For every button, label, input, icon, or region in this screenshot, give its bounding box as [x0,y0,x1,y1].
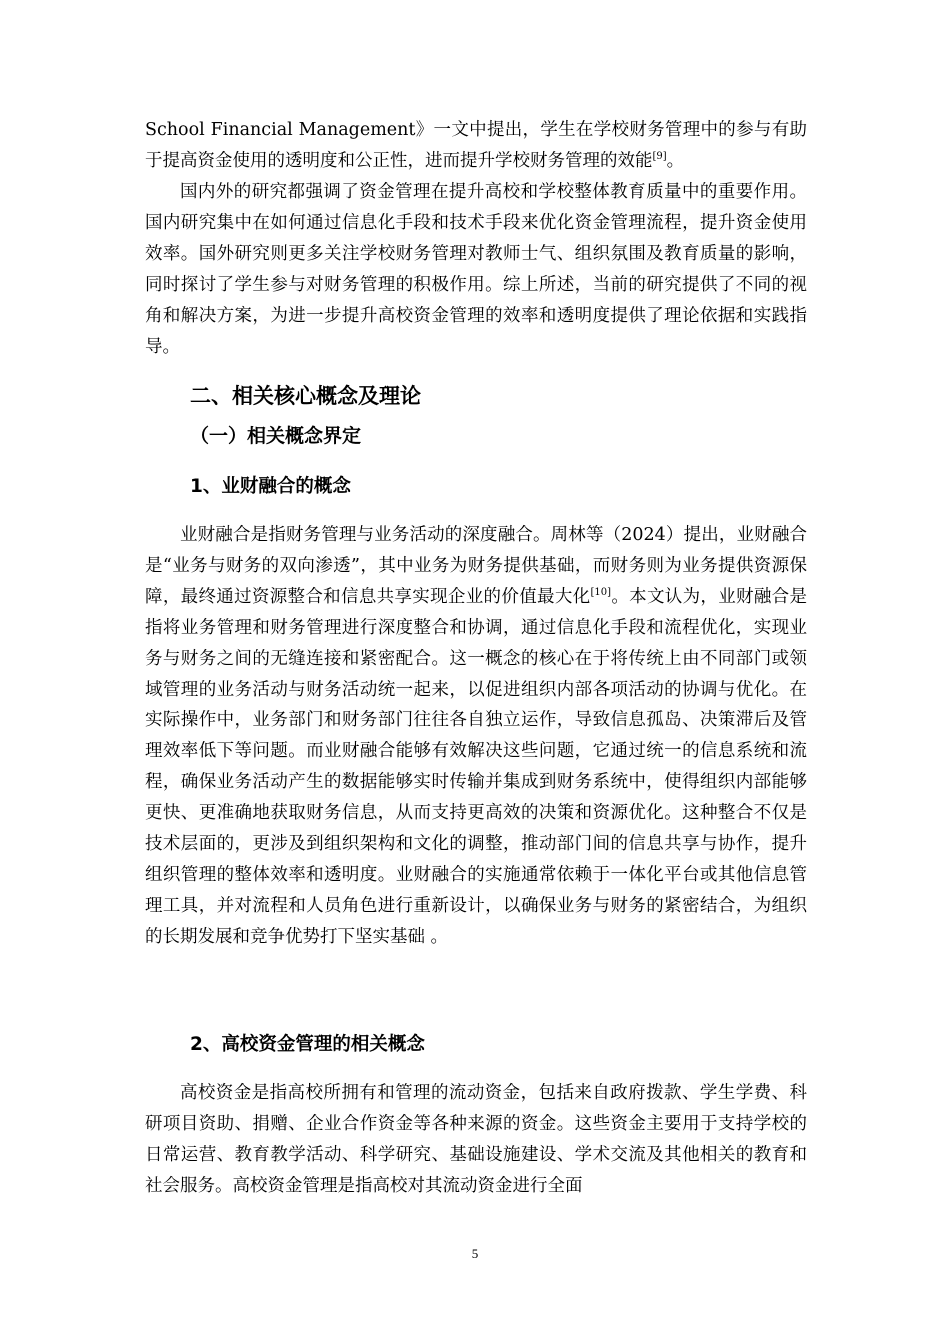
paragraph-continued-intro [145,115,807,177]
section-heading: （一）相关概念界定 [190,425,362,447]
paragraph-research-summary: 国内外的研究都强调了资金管理在提升高校和学校整体教育质量中的重要作用。国内研究集中在如何通过信息化手段和技术手段来优化资金管理流程，提升资金使用效率。国外研究则更多关注学校财务管理对教师士气、组织氛围及教育质量的影响，同时探讨了学生参与对财务管理的积极作用。综上所述，当前的研究提供了不同的视角和解决方案，为进一步提升高校资金管理的效率和透明度提供了理论依据和实践指导。 [145,182,807,357]
subsection-heading-2: 2、高校资金管理的相关概念 [190,1034,425,1055]
subsection-heading-1: 1、业财融合的概念 [190,476,351,497]
page-number: 5 [471,1246,479,1261]
citation-ref: [10] [590,586,611,598]
citation-ref: [9] [652,151,667,163]
paragraph-text-b: 。本文认为，业财融合是指将业务管理和财务管理进行深度整合和协调，通过信息化手段和流程优化，实现业务与财务之间的无缝连接和紧密配合。这一概念的核心在于将传统上由不同部门或领域管理的业务活动与财务活动统一起来，以促进组织内部各项活动的协调与优化。在实际操作中，业务部门和财务部门往往各自独立运作，导致信息孤岛、决策滞后及管理效率低下等问题。而业财融合能够有效解决这些问题，它通过统一的信息系统和流程，确保业务活动产生的数据能够实时传输并集成到财务系统中，使得组织内部能够更快、更准确地获取财务信息，从而支持更高效的决策和资源优化。这种整合不仅是技术层面的，更涉及到组织架构和文化的调整，推动部门间的信息共享与协作，提升组织管理的整体效率和透明度。业财融合的实施通常依赖于一体化平台或其他信息管理工具，并对流程和人员角色进行重新设计，以确保业务与财务的紧密结合，为组织的长期发展和竞争优势打下坚实基础 。 [145,586,808,947]
paragraph-university-funds: 高校资金是指高校所拥有和管理的流动资金，包括来自政府拨款、学生学费、科研项目资助、捐赠、企业合作资金等各种来源的资金。这些资金主要用于支持学校的日常运营、教育教学活动、科学研究、基础设施建设、学术交流及其他相关的教育和社会服务。高校资金管理是指高校对其流动资金进行全面 [145,1083,807,1196]
paragraph-text-a: 业财融合是指财务管理与业务活动的深度融合。周林等（2024）提出，业财融合是“业务与财务的双向渗透”，其中业务为财务提供基础，而财务则为业务提供资源保障，最终通过资源整合和信息共享实现企业的价值最大化 [145,525,807,607]
chapter-heading: 二、相关核心概念及理论 [190,384,421,408]
paragraph-tail: 。 [666,150,685,171]
paragraph-business-finance-integration [145,520,807,953]
paragraph-text: School Financial Management》一文中提出，学生在学校财务管理中的参与有助于提高资金使用的透明度和公正性，进而提升学校财务管理的效能 [145,120,807,171]
